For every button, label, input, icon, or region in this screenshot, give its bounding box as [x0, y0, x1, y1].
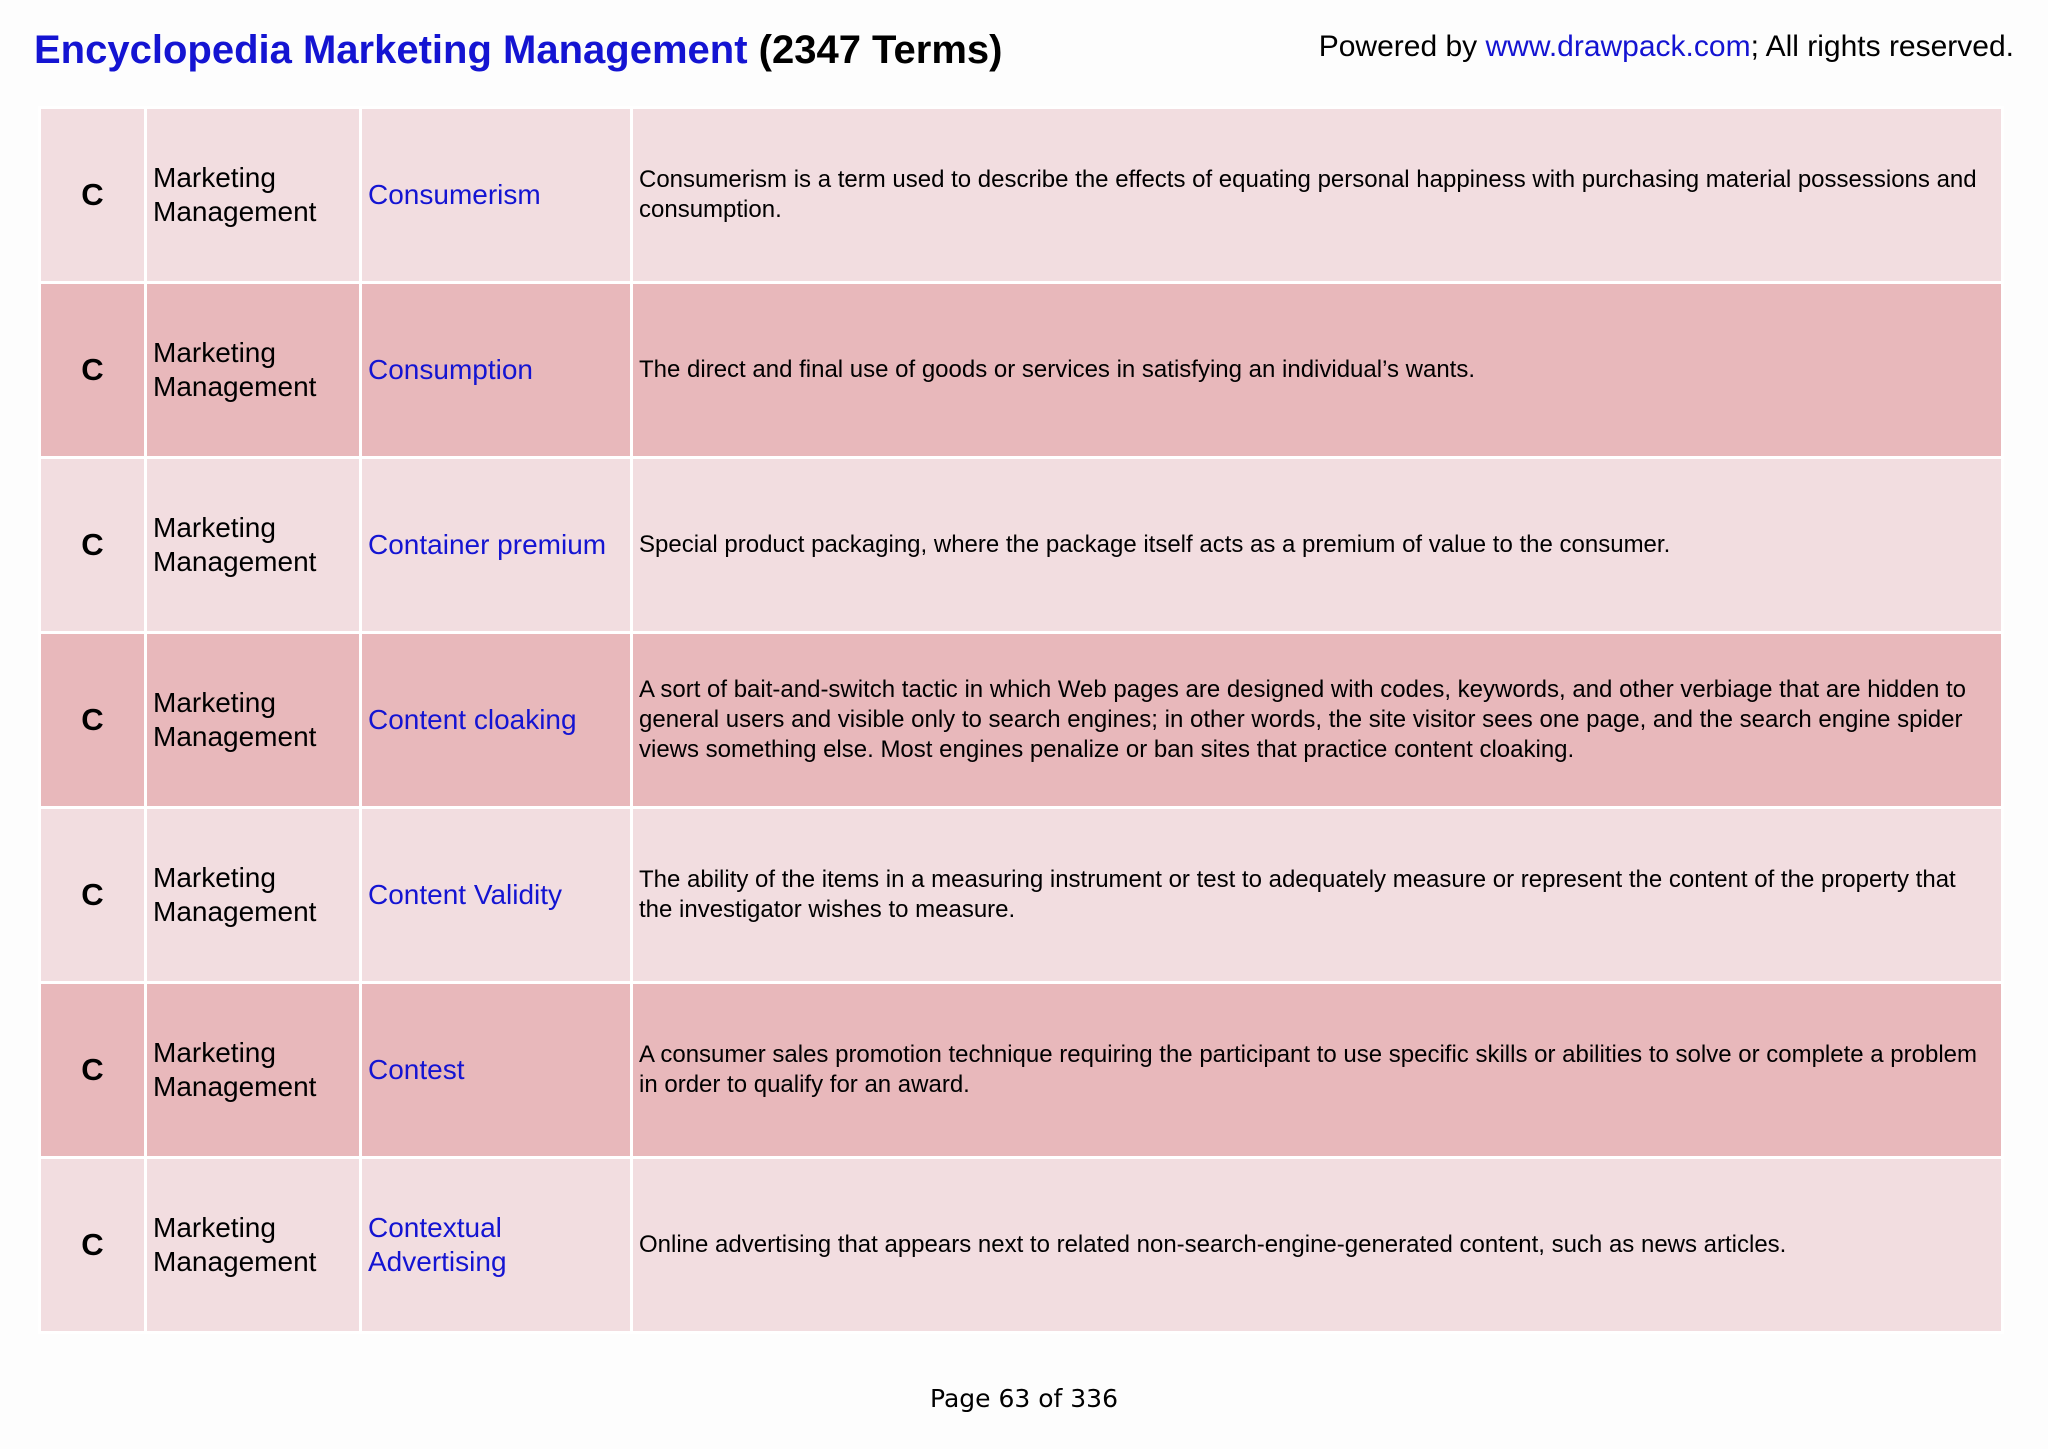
definition-cell: Online advertising that appears next to related non-search-engine-generated content, such as news articles. [632, 1158, 2003, 1333]
category-cell: Marketing Management [146, 633, 361, 808]
table-row [40, 633, 2003, 808]
table-row [40, 1158, 2003, 1333]
definition-cell: Special product packaging, where the package itself acts as a premium of value to the consumer. [632, 458, 2003, 633]
definition-cell: A consumer sales promotion technique requiring the participant to use specific skills or abilities to solve or complete a problem in order to qualify for an award. [632, 983, 2003, 1158]
category-cell: Marketing Management [146, 983, 361, 1158]
table-row [40, 458, 2003, 633]
letter-cell: C [40, 283, 146, 458]
term-count: (2347 Terms) [758, 28, 1003, 72]
definition-cell: Consumerism is a term used to describe the effects of equating personal happiness with purchasing material possessions and consumption. [632, 108, 2003, 283]
term-link[interactable]: Container premium [361, 458, 632, 633]
definition-cell: The ability of the items in a measuring instrument or test to adequately measure or represent the content of the property that the investigator wishes to measure. [632, 808, 2003, 983]
term-link[interactable]: Content Validity [361, 808, 632, 983]
category-cell: Marketing Management [146, 1158, 361, 1333]
term-link[interactable]: Content cloaking [361, 633, 632, 808]
table-row [40, 983, 2003, 1158]
letter-cell: C [40, 808, 146, 983]
letter-cell: C [40, 458, 146, 633]
term-link[interactable]: Consumption [361, 283, 632, 458]
rights-text: ; All rights reserved. [1750, 30, 2014, 63]
letter-cell: C [40, 108, 146, 283]
page-header-title [34, 28, 1002, 73]
letter-cell: C [40, 633, 146, 808]
table-row [40, 108, 2003, 283]
category-cell: Marketing Management [146, 808, 361, 983]
drawpack-link[interactable]: www.drawpack.com [1485, 30, 1751, 63]
term-link[interactable]: Contest [361, 983, 632, 1158]
term-link[interactable]: Contextual Advertising [361, 1158, 632, 1333]
letter-cell: C [40, 983, 146, 1158]
category-cell: Marketing Management [146, 108, 361, 283]
powered-by-prefix: Powered by [1318, 30, 1486, 63]
definition-cell: The direct and final use of goods or services in satisfying an individual’s wants. [632, 283, 2003, 458]
page-number: Page 63 of 336 [930, 1384, 1118, 1413]
definition-cell: A sort of bait-and-switch tactic in which Web pages are designed with codes, keywords, and other verbiage that are hidden to general users and visible only to search engines; in other words, the site visitor sees one page, and the search engine spider views something else. Most engines penalize or ban sites that practice content cloaking. [632, 633, 2003, 808]
glossary-table [38, 106, 2004, 1334]
powered-by [1319, 30, 2014, 64]
encyclopedia-title-link[interactable]: Encyclopedia Marketing Management [34, 28, 748, 72]
category-cell: Marketing Management [146, 283, 361, 458]
letter-cell: C [40, 1158, 146, 1333]
term-link[interactable]: Consumerism [361, 108, 632, 283]
table-row [40, 808, 2003, 983]
category-cell: Marketing Management [146, 458, 361, 633]
table-row [40, 283, 2003, 458]
